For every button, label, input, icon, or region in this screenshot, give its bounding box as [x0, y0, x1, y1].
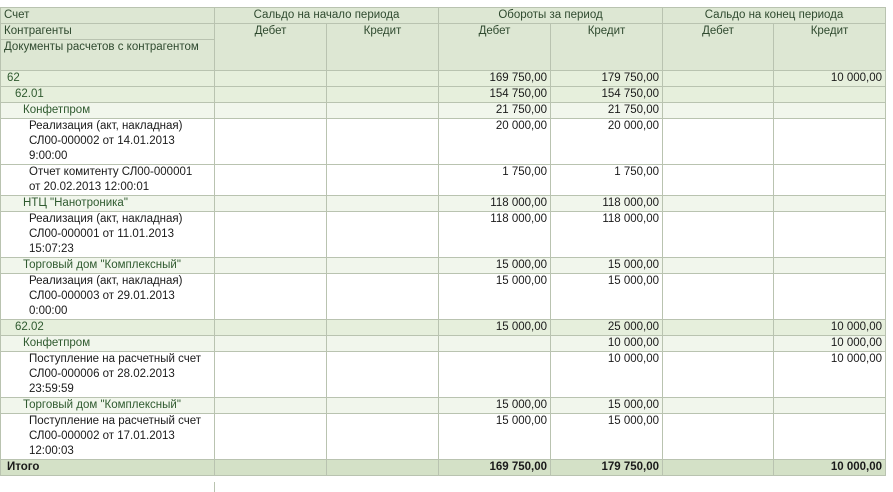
- counterparty-row[interactable]: [1, 103, 886, 119]
- opening-credit-cell: [327, 87, 439, 103]
- total-row[interactable]: [1, 460, 886, 476]
- turnover-debit-cell: 169 750,00: [439, 71, 551, 87]
- report-table: [0, 7, 886, 476]
- turnover-debit-cell: 15 000,00: [439, 398, 551, 414]
- document-line: Поступление на расчетный счет: [29, 353, 202, 365]
- closing-debit-cell: [663, 119, 774, 165]
- opening-debit-cell: [215, 398, 327, 414]
- turnover-credit-cell: 25 000,00: [551, 320, 663, 336]
- turnover-debit-cell: 15 000,00: [439, 414, 551, 460]
- document-line: 23:59:59: [29, 383, 74, 395]
- header-closing-balance: Сальдо на конец периода: [663, 8, 886, 24]
- document-line: Реализация (акт, накладная): [29, 120, 183, 132]
- total-label: Итого: [1, 460, 215, 476]
- document-row[interactable]: [1, 165, 886, 196]
- turnover-credit-cell: 15 000,00: [551, 414, 663, 460]
- closing-debit-cell: [663, 165, 774, 196]
- document-line: 0:00:00: [29, 305, 68, 317]
- counterparty-row[interactable]: [1, 398, 886, 414]
- document-line: от 20.02.2013 12:00:01: [29, 181, 150, 193]
- total-turnover-debit-cell: 169 750,00: [439, 460, 551, 476]
- total-closing-debit-cell: [663, 460, 774, 476]
- turnover-credit-cell: 21 750,00: [551, 103, 663, 119]
- opening-credit-cell: [327, 212, 439, 258]
- document-name-cell: [1, 165, 215, 196]
- closing-debit-cell: [663, 103, 774, 119]
- opening-debit-cell: [215, 103, 327, 119]
- opening-debit-cell: [215, 352, 327, 398]
- document-line: Поступление на расчетный счет: [29, 415, 202, 427]
- closing-credit-cell: [774, 274, 886, 320]
- opening-debit-cell: [215, 165, 327, 196]
- opening-credit-cell: [327, 274, 439, 320]
- header-opening-balance: Сальдо на начало периода: [215, 8, 439, 24]
- closing-credit-cell: 10 000,00: [774, 336, 886, 352]
- turnover-credit-cell: 154 750,00: [551, 87, 663, 103]
- opening-credit-cell: [327, 336, 439, 352]
- turnover-credit-cell: 20 000,00: [551, 119, 663, 165]
- document-line: Реализация (акт, накладная): [29, 213, 183, 225]
- closing-credit-cell: [774, 398, 886, 414]
- turnover-debit-cell: 15 000,00: [439, 258, 551, 274]
- document-name-cell: [1, 352, 215, 398]
- document-line: СЛ00-000001 от 11.01.2013: [29, 228, 174, 240]
- closing-debit-cell: [663, 258, 774, 274]
- closing-credit-cell: [774, 119, 886, 165]
- closing-debit-cell: [663, 196, 774, 212]
- opening-credit-cell: [327, 398, 439, 414]
- turnover-debit-cell: 15 000,00: [439, 320, 551, 336]
- opening-credit-cell: [327, 414, 439, 460]
- turnover-credit-cell: 118 000,00: [551, 212, 663, 258]
- document-line: СЛ00-000006 от 28.02.2013: [29, 368, 175, 380]
- closing-credit-cell: 10 000,00: [774, 320, 886, 336]
- row-name-cell: НТЦ "Нанотроника": [1, 196, 215, 212]
- closing-debit-cell: [663, 336, 774, 352]
- opening-debit-cell: [215, 258, 327, 274]
- closing-credit-cell: 10 000,00: [774, 352, 886, 398]
- opening-debit-cell: [215, 320, 327, 336]
- opening-credit-cell: [327, 196, 439, 212]
- total-opening-credit-cell: [327, 460, 439, 476]
- opening-credit-cell: [327, 119, 439, 165]
- turnover-credit-cell: 1 750,00: [551, 165, 663, 196]
- turnover-credit-cell: 15 000,00: [551, 274, 663, 320]
- document-line: Реализация (акт, накладная): [29, 275, 183, 287]
- closing-credit-cell: [774, 196, 886, 212]
- turnover-credit-cell: 10 000,00: [551, 352, 663, 398]
- closing-debit-cell: [663, 71, 774, 87]
- counterparty-row[interactable]: [1, 196, 886, 212]
- total-opening-debit-cell: [215, 460, 327, 476]
- turnover-credit-cell: 15 000,00: [551, 398, 663, 414]
- closing-debit-cell: [663, 87, 774, 103]
- turnover-debit-cell: 1 750,00: [439, 165, 551, 196]
- document-line: СЛ00-000002 от 17.01.2013: [29, 430, 175, 442]
- header-account: Счет: [1, 8, 215, 24]
- opening-debit-cell: [215, 274, 327, 320]
- document-line: 12:00:03: [29, 445, 74, 457]
- row-name-cell: 62: [1, 71, 215, 87]
- turnover-credit-cell: 15 000,00: [551, 258, 663, 274]
- closing-credit-cell: [774, 87, 886, 103]
- turnover-credit-cell: 118 000,00: [551, 196, 663, 212]
- document-line: СЛ00-000002 от 14.01.2013: [29, 135, 175, 147]
- closing-debit-cell: [663, 352, 774, 398]
- closing-debit-cell: [663, 398, 774, 414]
- header-turnover-debit: Дебет: [439, 24, 551, 71]
- empty-area-below: [0, 482, 893, 492]
- document-row[interactable]: [1, 212, 886, 258]
- header-counterparty: Контрагенты: [1, 24, 215, 40]
- closing-debit-cell: [663, 414, 774, 460]
- opening-debit-cell: [215, 71, 327, 87]
- document-row[interactable]: [1, 414, 886, 460]
- total-closing-credit-cell: 10 000,00: [774, 460, 886, 476]
- document-row[interactable]: [1, 352, 886, 398]
- opening-credit-cell: [327, 165, 439, 196]
- opening-credit-cell: [327, 352, 439, 398]
- closing-credit-cell: [774, 165, 886, 196]
- header-opening-credit: Кредит: [327, 24, 439, 71]
- document-name-cell: [1, 119, 215, 165]
- opening-debit-cell: [215, 414, 327, 460]
- opening-credit-cell: [327, 71, 439, 87]
- header-opening-debit: Дебет: [215, 24, 327, 71]
- opening-debit-cell: [215, 87, 327, 103]
- document-row[interactable]: [1, 119, 886, 165]
- document-line: СЛ00-000003 от 29.01.2013: [29, 290, 175, 302]
- opening-debit-cell: [215, 119, 327, 165]
- turnover-debit-cell: 118 000,00: [439, 212, 551, 258]
- closing-credit-cell: [774, 212, 886, 258]
- opening-debit-cell: [215, 336, 327, 352]
- counterparty-row[interactable]: [1, 336, 886, 352]
- turnover-credit-cell: 10 000,00: [551, 336, 663, 352]
- closing-debit-cell: [663, 212, 774, 258]
- turnover-debit-cell: 154 750,00: [439, 87, 551, 103]
- opening-credit-cell: [327, 103, 439, 119]
- header-docs: Документы расчетов с контрагентом: [1, 40, 215, 71]
- document-row[interactable]: [1, 274, 886, 320]
- document-line: 9:00:00: [29, 150, 68, 162]
- header-closing-debit: Дебет: [663, 24, 774, 71]
- total-turnover-credit-cell: 179 750,00: [551, 460, 663, 476]
- row-name-cell: 62.02: [1, 320, 215, 336]
- document-name-cell: [1, 414, 215, 460]
- closing-debit-cell: [663, 274, 774, 320]
- row-name-cell: Торговый дом "Комплексный": [1, 258, 215, 274]
- account-row[interactable]: [1, 71, 886, 87]
- header-row-1: [1, 8, 886, 24]
- document-name-cell: [1, 212, 215, 258]
- opening-credit-cell: [327, 258, 439, 274]
- closing-credit-cell: [774, 414, 886, 460]
- header-turnover: Обороты за период: [439, 8, 663, 24]
- clipped-top-line: [0, 0, 893, 7]
- subaccount-row[interactable]: [1, 320, 886, 336]
- document-name-cell: [1, 274, 215, 320]
- turnover-credit-cell: 179 750,00: [551, 71, 663, 87]
- turnover-debit-cell: [439, 336, 551, 352]
- turnover-debit-cell: 15 000,00: [439, 274, 551, 320]
- document-line: Отчет комитенту СЛ00-000001: [29, 166, 193, 178]
- turnover-debit-cell: 118 000,00: [439, 196, 551, 212]
- header-closing-credit: Кредит: [774, 24, 886, 71]
- turnover-debit-cell: [439, 352, 551, 398]
- header-row-2: [1, 24, 886, 40]
- subaccount-row[interactable]: [1, 87, 886, 103]
- closing-credit-cell: [774, 103, 886, 119]
- row-name-cell: 62.01: [1, 87, 215, 103]
- header-turnover-credit: Кредит: [551, 24, 663, 71]
- turnover-debit-cell: 21 750,00: [439, 103, 551, 119]
- row-name-cell: Конфетпром: [1, 336, 215, 352]
- row-name-cell: Конфетпром: [1, 103, 215, 119]
- closing-credit-cell: [774, 258, 886, 274]
- closing-credit-cell: 10 000,00: [774, 71, 886, 87]
- opening-credit-cell: [327, 320, 439, 336]
- closing-debit-cell: [663, 320, 774, 336]
- counterparty-row[interactable]: [1, 258, 886, 274]
- row-name-cell: Торговый дом "Комплексный": [1, 398, 215, 414]
- opening-debit-cell: [215, 212, 327, 258]
- document-line: 15:07:23: [29, 243, 74, 255]
- opening-debit-cell: [215, 196, 327, 212]
- turnover-debit-cell: 20 000,00: [439, 119, 551, 165]
